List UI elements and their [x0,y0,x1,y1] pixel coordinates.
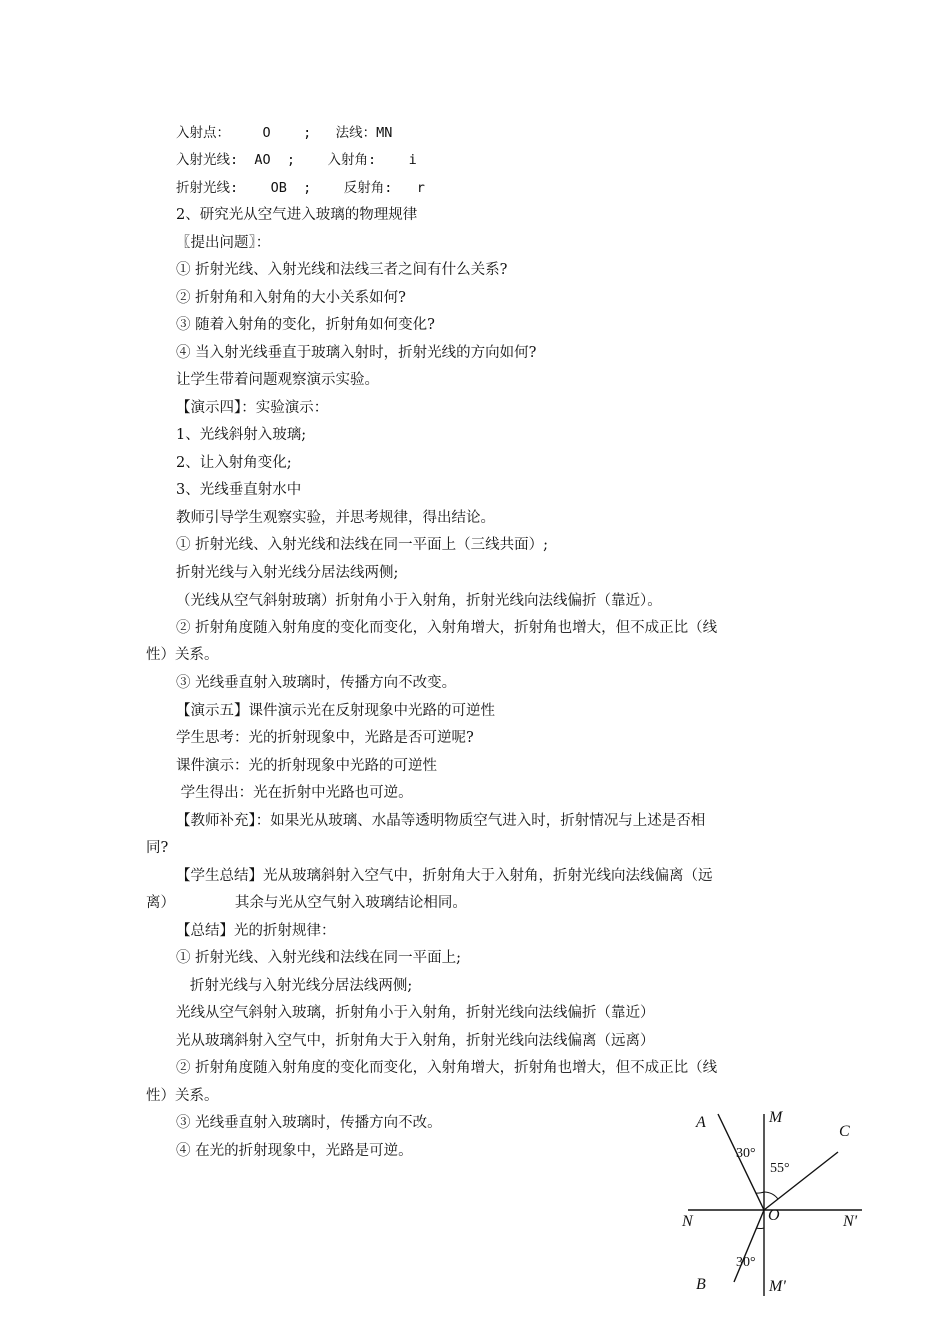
text-line: 光从玻璃斜射入空气中，折射角大于入射角，折射光线向法线偏离（远离） [176,1033,655,1049]
section-heading: 2、研究光从空气进入玻璃的物理规律 [176,207,418,223]
incident-ray-ao [718,1114,764,1210]
text-line: 性）关系。 [146,647,219,663]
text-line-incident-ray: 入射光线: AO ; 入射角: i [176,152,417,168]
text-line: ② 折射角和入射角的大小关系如何? [176,290,406,306]
text-line: 【教师补充】：如果光从玻璃、水晶等透明物质空气进入时，折射情况与上述是否相 [176,813,706,829]
text-line: 学生得出：光在折射中光路也可逆。 [176,785,413,801]
refracted-ray-ob [734,1210,764,1282]
text-line: 【学生总结】光从玻璃斜射入空气中，折射角大于入射角，折射光线向法线偏离（远 [176,868,713,884]
label-m-prime: M' [769,1278,786,1295]
label-b: B [696,1276,706,1293]
label-n: N [682,1213,693,1230]
text-line: 性）关系。 [146,1088,219,1104]
text-line: ① 折射光线、入射光线和法线在同一平面上; [176,950,461,966]
text-line: 让学生带着问题观察演示实验。 [176,372,379,388]
text-line: 教师引导学生观察实验，并思考规律，得出结论。 [176,510,495,526]
angle-label-top: 30° [736,1146,756,1161]
text-line: 折射光线与入射光线分居法线两侧; [176,978,413,994]
text-line: 〖提出问题〗： [176,235,271,251]
text-line: ① 折射光线、入射光线和法线三者之间有什么关系? [176,262,508,278]
text-line: 【总结】光的折射规律： [176,923,336,939]
text-line-refracted-ray: 折射光线: OB ; 反射角: r [176,180,425,196]
text-line: ② 折射角度随入射角度的变化而变化，入射角增大，折射角也增大，但不成正比（线 [176,620,718,636]
angle-label-right: 55° [770,1161,790,1176]
text-line: 2、让入射角变化; [176,455,292,471]
label-a: A [696,1114,706,1131]
text-line: （光线从空气斜射玻璃）折射角小于入射角，折射光线向法线偏折（靠近）。 [176,593,662,609]
text-line: ② 折射角度随入射角度的变化而变化，入射角增大，折射角也增大，但不成正比（线 [176,1060,718,1076]
text-line: ③ 随着入射角的变化，折射角如何变化? [176,317,435,333]
label-c: C [839,1123,850,1140]
text-line: 3、光线垂直射水中 [176,482,302,498]
text-line: 折射光线与入射光线分居法线两侧; [176,565,399,581]
label-m: M [769,1109,783,1126]
text-line: 【演示四】：实验演示： [176,400,329,416]
text-line: 【演示五】课件演示光在反射现象中光路的可逆性 [176,703,495,719]
text-line: ③ 光线垂直射入玻璃时，传播方向不改变。 [176,675,457,691]
text-line: 学生思考：光的折射现象中，光路是否可逆呢? [176,730,474,746]
text-line: 课件演示：光的折射现象中光路的可逆性 [176,758,437,774]
label-n-prime: N' [843,1213,858,1230]
text-line: 离） 其余与光从空气射入玻璃结论相同。 [146,895,467,911]
text-line: ① 折射光线、入射光线和法线在同一平面上（三线共面）; [176,537,548,553]
text-line-incident-point: 入射点： O ; 法线：MN [176,125,393,141]
angle-arc-right [764,1192,778,1199]
text-line: 光线从空气斜射入玻璃，折射角小于入射角，折射光线向法线偏折（靠近） [176,1005,655,1021]
refraction-diagram [676,1100,876,1305]
text-line: ③ 光线垂直射入玻璃时，传播方向不改。 [176,1115,442,1131]
text-line: 1、光线斜射入玻璃; [176,427,307,443]
angle-arc-top [756,1192,764,1193]
text-line: ④ 当入射光线垂直于玻璃入射时，折射光线的方向如何? [176,345,537,361]
text-line: ④ 在光的折射现象中，光路是可逆。 [176,1143,413,1159]
text-line: 同? [146,840,169,856]
angle-label-bottom: 30° [736,1255,756,1270]
label-o: O [768,1207,780,1224]
